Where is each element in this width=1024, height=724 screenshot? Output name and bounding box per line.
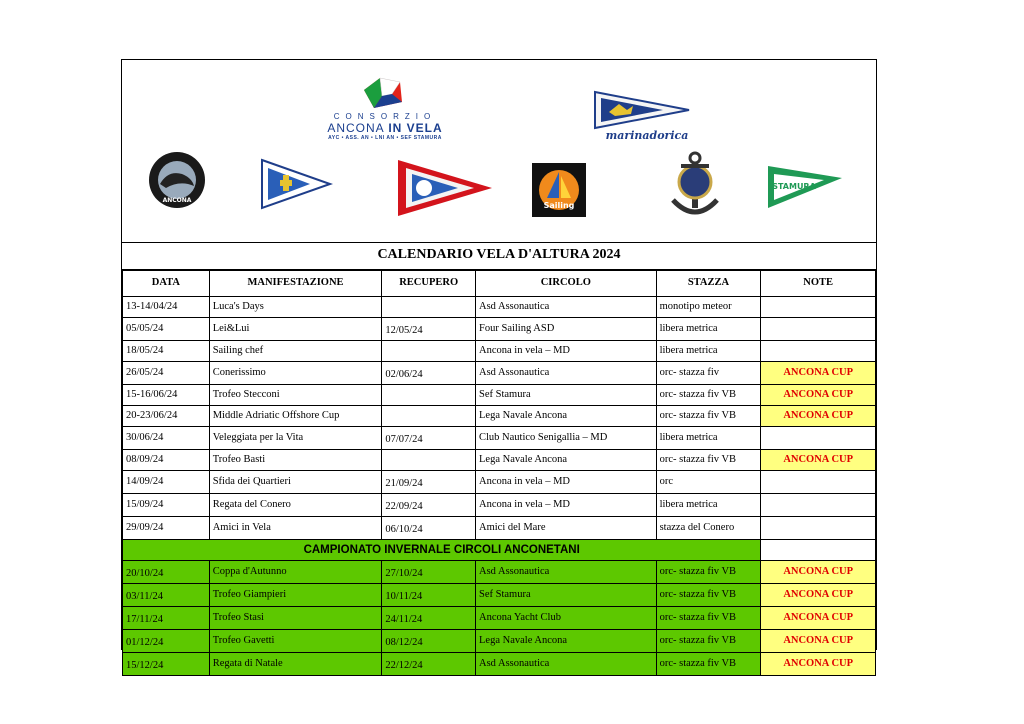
marinadorica-pennant-logo (593, 90, 693, 130)
cell-date: 15/09/24 (123, 494, 210, 517)
cell-club: Lega Navale Ancona (476, 406, 657, 427)
cell-date: 18/05/24 (123, 341, 210, 362)
cell-date: 30/06/24 (123, 427, 210, 450)
header-circolo: CIRCOLO (476, 270, 657, 297)
lega-navale-pennant (258, 158, 334, 210)
cell-recovery: 12/05/24 (382, 318, 476, 341)
cell-event: Sailing chef (209, 341, 382, 362)
table-row (123, 362, 876, 385)
table-row (123, 297, 876, 318)
cell-date: 17/11/24 (123, 607, 210, 630)
consorzio-title (315, 121, 455, 135)
anchor-club-badge (669, 150, 721, 224)
header-note: NOTE (761, 270, 876, 297)
cell-recovery (382, 297, 476, 318)
cell-note: ANCONA CUP (761, 607, 876, 630)
cell-date: 26/05/24 (123, 362, 210, 385)
cell-recovery: 24/11/24 (382, 607, 476, 630)
cell-club: Ancona in vela – MD (476, 341, 657, 362)
amici-del-mare-badge (146, 150, 208, 210)
cell-club: Lega Navale Ancona (476, 450, 657, 471)
cell-rating: orc- stazza fiv VB (656, 406, 761, 427)
header-manifestazione: MANIFESTAZIONE (209, 270, 382, 297)
cell-note: ANCONA CUP (761, 406, 876, 427)
cell-club: Asd Assonautica (476, 653, 657, 676)
cell-club: Ancona Yacht Club (476, 607, 657, 630)
cell-event: Regata di Natale (209, 653, 382, 676)
cell-rating: orc- stazza fiv VB (656, 385, 761, 406)
consorzio-title-a: ANCONA (327, 121, 384, 135)
amici-badge-text: ANCONA (162, 197, 192, 204)
cell-club: Asd Assonautica (476, 297, 657, 318)
cell-date: 01/12/24 (123, 630, 210, 653)
cell-date: 14/09/24 (123, 471, 210, 494)
cell-note (761, 517, 876, 540)
cell-recovery (382, 385, 476, 406)
table-row (123, 561, 876, 584)
cell-event: Middle Adriatic Offshore Cup (209, 406, 382, 427)
cell-rating: libera metrica (656, 427, 761, 450)
cell-event: Trofeo Giampieri (209, 584, 382, 607)
cell-rating: orc- stazza fiv (656, 362, 761, 385)
cell-recovery: 02/06/24 (382, 362, 476, 385)
cell-event: Sfida dei Quartieri (209, 471, 382, 494)
cell-club: Sef Stamura (476, 584, 657, 607)
cell-note: ANCONA CUP (761, 584, 876, 607)
consorzio-title-b: IN VELA (388, 121, 443, 135)
cell-rating: orc- stazza fiv VB (656, 630, 761, 653)
table-row (123, 630, 876, 653)
cell-recovery: 21/09/24 (382, 471, 476, 494)
cell-date: 15-16/06/24 (123, 385, 210, 406)
header-data: DATA (123, 270, 210, 297)
cell-recovery: 22/09/24 (382, 494, 476, 517)
cell-date: 20/10/24 (123, 561, 210, 584)
table-row (123, 450, 876, 471)
cell-rating: orc- stazza fiv VB (656, 584, 761, 607)
cell-recovery: 07/07/24 (382, 427, 476, 450)
four-sailing-logo (531, 162, 587, 218)
cell-note (761, 297, 876, 318)
cell-event: Coppa d'Autunno (209, 561, 382, 584)
header-recupero: RECUPERO (382, 270, 476, 297)
cell-rating: stazza del Conero (656, 517, 761, 540)
cell-note: ANCONA CUP (761, 653, 876, 676)
cell-note: ANCONA CUP (761, 630, 876, 653)
cell-club: Four Sailing ASD (476, 318, 657, 341)
cell-rating: libera metrica (656, 494, 761, 517)
table-row (123, 427, 876, 450)
assonautica-pennant (392, 156, 496, 220)
cell-note: ANCONA CUP (761, 362, 876, 385)
calendar-table (122, 269, 876, 676)
cell-date: 13-14/04/24 (123, 297, 210, 318)
cell-recovery: 06/10/24 (382, 517, 476, 540)
header-stazza: STAZZA (656, 270, 761, 297)
table-row (123, 653, 876, 676)
table-row (123, 406, 876, 427)
cell-date: 08/09/24 (123, 450, 210, 471)
table-row (123, 607, 876, 630)
cell-event: Trofeo Stecconi (209, 385, 382, 406)
cell-rating: orc- stazza fiv VB (656, 450, 761, 471)
consorzio-members: AYC • ASS. AN • LNI AN • SEF STAMURA (328, 135, 442, 141)
cell-club: Amici del Mare (476, 517, 657, 540)
table-row (123, 584, 876, 607)
cell-event: Veleggiata per la Vita (209, 427, 382, 450)
cell-recovery (382, 341, 476, 362)
cell-recovery: 08/12/24 (382, 630, 476, 653)
cell-note: ANCONA CUP (761, 450, 876, 471)
cell-rating: orc- stazza fiv VB (656, 607, 761, 630)
cell-event: Lei&Lui (209, 318, 382, 341)
consorzio-label: CONSORZIO (333, 112, 437, 121)
calendar-title-row (122, 242, 876, 271)
cell-date: 05/05/24 (123, 318, 210, 341)
table-row (123, 385, 876, 406)
championship-blank-cell (761, 540, 876, 561)
cell-rating: orc- stazza fiv VB (656, 653, 761, 676)
table-row (123, 517, 876, 540)
events-body (123, 297, 876, 676)
table-row (123, 494, 876, 517)
calendar-title: CALENDARIO VELA D'ALTURA 2024 (377, 247, 621, 262)
cell-recovery: 22/12/24 (382, 653, 476, 676)
cell-club: Asd Assonautica (476, 561, 657, 584)
cell-rating: monotipo meteor (656, 297, 761, 318)
cell-club: Club Nautico Senigallia – MD (476, 427, 657, 450)
cell-rating: libera metrica (656, 341, 761, 362)
championship-title: CAMPIONATO INVERNALE CIRCOLI ANCONETANI (123, 540, 761, 561)
table-row (123, 471, 876, 494)
table-row (123, 318, 876, 341)
cell-date: 20-23/06/24 (123, 406, 210, 427)
calendar-frame (121, 59, 877, 671)
stamura-text: STAMURA (772, 182, 816, 191)
cell-event: Luca's Days (209, 297, 382, 318)
cell-date: 29/09/24 (123, 517, 210, 540)
cell-note (761, 471, 876, 494)
cell-note (761, 318, 876, 341)
cell-event: Regata del Conero (209, 494, 382, 517)
cell-note (761, 494, 876, 517)
consorzio-wordmark (315, 112, 455, 141)
cell-note: ANCONA CUP (761, 561, 876, 584)
cell-recovery: 10/11/24 (382, 584, 476, 607)
cell-rating: orc- stazza fiv VB (656, 561, 761, 584)
cell-note (761, 341, 876, 362)
cell-recovery (382, 450, 476, 471)
cell-event: Amici in Vela (209, 517, 382, 540)
marinadorica-wordmark: marinadorica (605, 129, 689, 142)
championship-row (123, 540, 876, 561)
cell-club: Lega Navale Ancona (476, 630, 657, 653)
cell-date: 03/11/24 (123, 584, 210, 607)
cell-club: Asd Assonautica (476, 362, 657, 385)
table-row (123, 341, 876, 362)
cell-rating: orc (656, 471, 761, 494)
sailing-text: Sailing (543, 201, 575, 210)
cell-note: ANCONA CUP (761, 385, 876, 406)
cell-recovery: 27/10/24 (382, 561, 476, 584)
cell-club: Ancona in vela – MD (476, 471, 657, 494)
cell-date: 15/12/24 (123, 653, 210, 676)
cell-recovery (382, 406, 476, 427)
stamura-pennant (766, 164, 844, 210)
cell-event: Trofeo Basti (209, 450, 382, 471)
consorzio-pentagon-logo (360, 76, 406, 112)
cell-club: Sef Stamura (476, 385, 657, 406)
logos-area (122, 60, 876, 243)
cell-note (761, 427, 876, 450)
cell-rating: libera metrica (656, 318, 761, 341)
cell-event: Conerissimo (209, 362, 382, 385)
table-header-row (123, 270, 876, 297)
cell-event: Trofeo Stasi (209, 607, 382, 630)
cell-club: Ancona in vela – MD (476, 494, 657, 517)
cell-event: Trofeo Gavetti (209, 630, 382, 653)
